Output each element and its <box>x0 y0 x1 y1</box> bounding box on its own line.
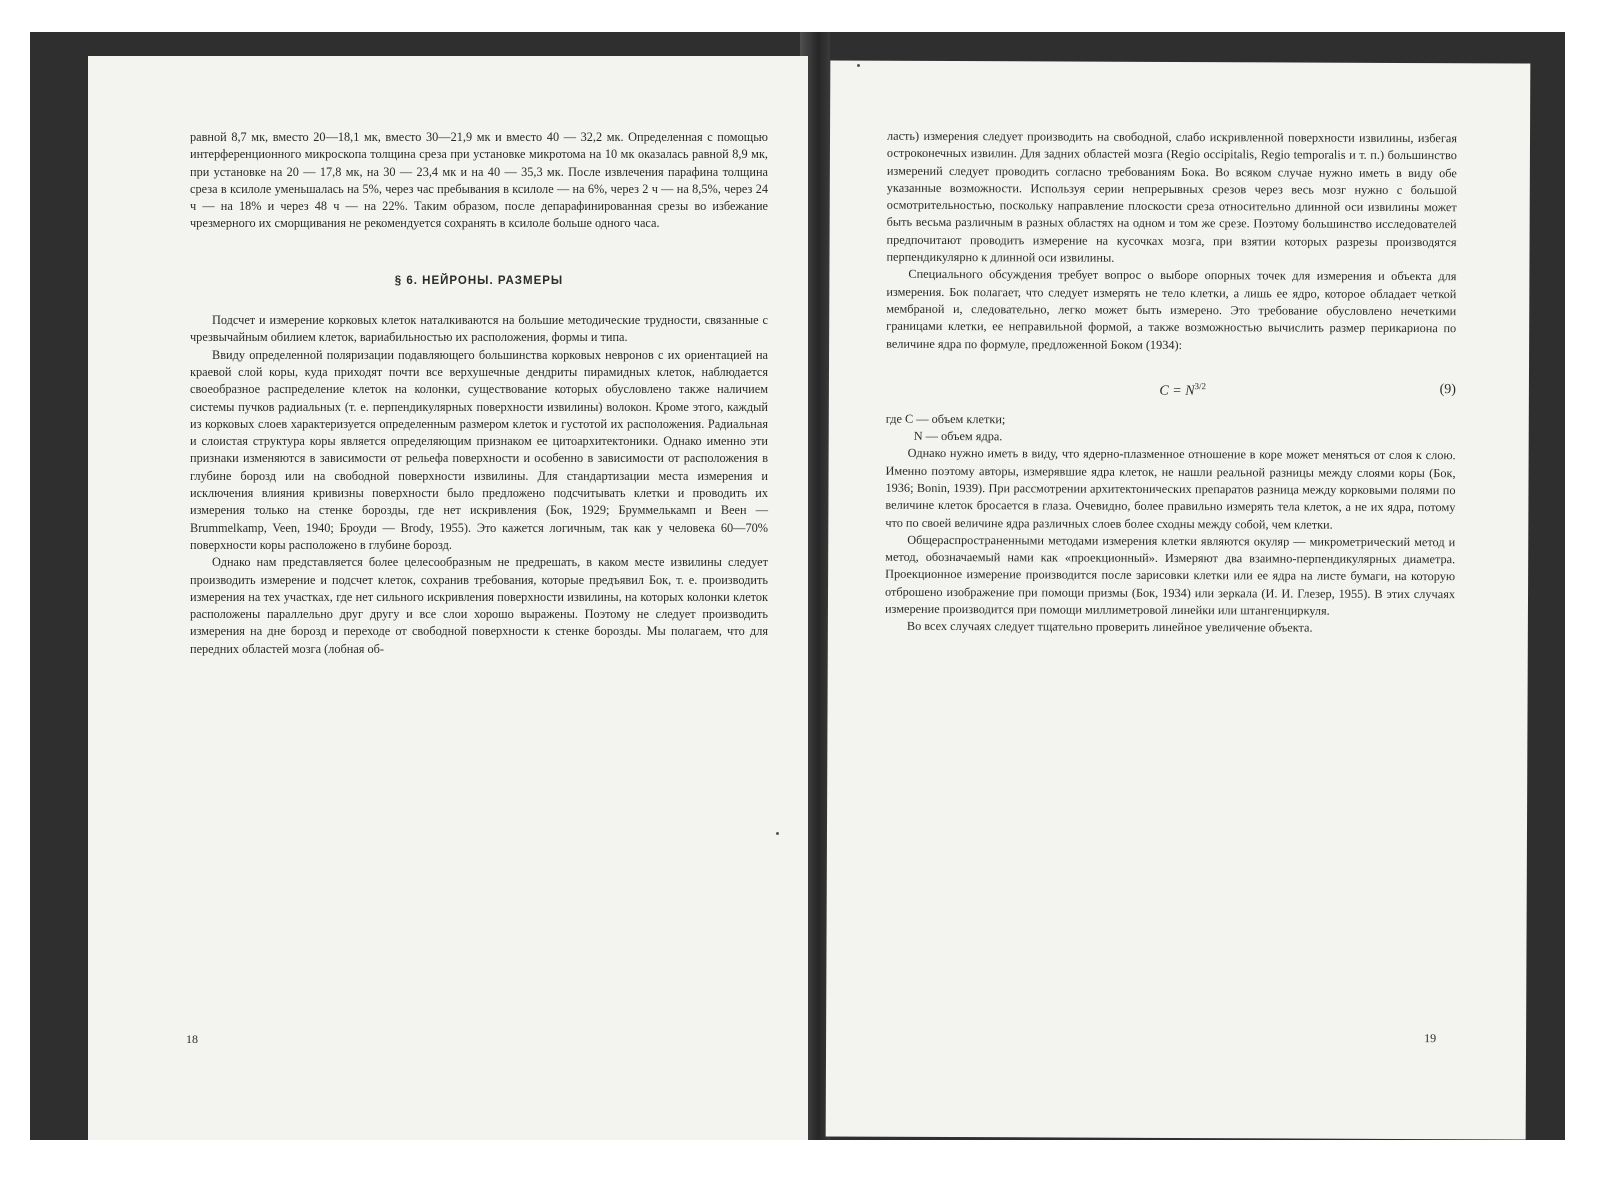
page-number-right: 19 <box>1424 1030 1437 1045</box>
scan-speck <box>857 64 860 67</box>
scan-speck <box>776 832 779 835</box>
formula-legend: где C — объем клетки; <box>885 411 1006 427</box>
paragraph: Однако нам представляется более целесообразным не предрешать, в каком месте извилины следует производить измерение и подсчет клеток, сохранив требования, которые предъявил Бок, т. е. производить измерения на тех участках, где нет сильного искривления поверхности извилины, на которых колонки клеток расположены параллельно друг другу и все слои хорошо выражены. Поэтому не следует производить измерения на дне борозд и переходе от свободной поверхности к стенке борозды. Мы полагаем, что для передних областей мозга (лобная об- <box>190 555 768 656</box>
section-title: § 6. НЕЙРОНЫ. РАЗМЕРЫ <box>394 274 564 287</box>
right-page <box>826 60 1531 1139</box>
formula-exponent: 3/2 <box>1194 380 1207 391</box>
paragraph: Общераспространенными методами измерения клетки являются окуляр — микрометрический метод и метод, обозначаемый нами как «проекционный». Измеряют два взаимно-перпендикулярных диаметра. Проекционное измерение производится после зарисовки клетки или ее ядра на листе бумаги, на которую отброшено изображение при помощи призмы (Бок, 1934) или зеркала (И. И. Глезер, 1955). В этих случаях измерение производится при помощи миллиметровой линейки или штангенциркуля. <box>884 532 1456 618</box>
paragraph: Однако нужно иметь в виду, что ядерно-плазменное отношение в коре может меняться от слоя к слою. Именно поэтому авторы, измерявшие ядра клеток, не нашли реальной разницы между слоями коры (Бок, 1936; Bonin, 1939). При рассмотрении архитектонических препаратов разница между корковыми полями по величине клеток бросается в глаза. Очевидно, более правильно измерять тела клеток, а не их ядра, потому что по своей величине ядра различных слоев более сходны между собой, чем клетки. <box>885 446 1456 532</box>
paragraph: Во всех случаях следует тщательно проверить линейное увеличение объекта. <box>906 619 1313 635</box>
page-number-left: 18 <box>186 1031 198 1046</box>
paragraph-intro: равной 8,7 мк, вместо 20—18,1 мк, вместо 30—21,9 мк и вместо 40 — 32,2 мк. Определенная с помощью интерференционного микроскопа толщина среза при установке микротома на 10 мк оказалась равной 8,9 мк, при установке на 20 — 17,8 мк, на 30 — 23,4 мк и на 40 — 35,3 мк. После извлечения парафина толщина среза в ксилоле уменьшалась на 5%, через час пребывания в ксилоле — на 6%, через 2 ч — на 8,5%, через 24 ч — на 18% и через 48 ч — на 22%. Таким образом, после депарафинированная срезы во избежание чрезмерного их сморщивания не рекомендуется сохранять в ксилоле больше одного часа. <box>190 130 768 231</box>
paragraph: Специального обсуждения требует вопрос о выборе опорных точек для измерения и объекта для измерения. Бок полагает, что следует измерять не тело клетки, а лишь ее ядро, которое обладает четкой мембраной и, следовательно, легко может быть измерено. Это требование обусловлено нечеткими границами клетки, ее неправильной формой, а также возможностью вычислить размер перикариона по величине ядра по формуле, предложенной Боком (1934): <box>886 267 1457 352</box>
formula-base: C = N <box>1159 383 1195 399</box>
paragraph: Ввиду определенной поляризации подавляющего большинства корковых невронов с их ориентацией на краевой слой коры, куда приходят почти все верхушечные дендриты пирамидных клеток, наблюдается своеобразное распределение клеток на колонки, существование которых обусловлено также наличием системы пучков радиальных (т. е. перпендикулярных поверхности извилины) волокон. Кроме этого, каждый из корковых слоев характеризуется определенным размером клеток и густотой их расположения. Радиальная и слоистая структура коры является определяющим признаком ее цитоархитектоники. Однако именно эти признаки изменяются в зависимости от рельефа поверхности и особенно в зависимости от расположения в глубине борозд или на свободной поверхности извилины. Для стандартизации места измерения и исключения влияния кривизны поверхности было предложено подсчитывать клетки и проводить их измерения только на стенке борозды, где нет искривления (Бок, 1929; Бруммелькамп и Веен — Brummelkamp, Veen, 1940; Броуди — Brody, 1955). Это кажется логичным, так как у человека 60—70% поверхности коры расположено в глубине борозд. <box>190 347 768 552</box>
paragraph-continued: ласть) измерения следует производить на свободной, слабо искривленной поверхности извилины, избегая остроконечных извилин. Для задних областей мозга (Regio occipitalis, Regio temporalis и т. п.) большинство измерений следует проводить согласно требованиям Бока. Во всяком случае нужно иметь в виду обе указанные возможности. Используя серии непрерывных срезов через весь мозг нужно с большой осмотрительностью, поскольку направление плоскости среза относительно длинной оси извилины может быть весьма различным в разных областях на одном и том же срезе. Поэтому большинство исследователей предпочитают проводить измерение на кусочках мозга, при взятии которых разрезы производятся перпендикулярно к длинной оси извилины. <box>886 128 1458 265</box>
formula <box>886 377 1440 401</box>
formula-number: (9) <box>1439 382 1456 398</box>
formula-legend: N — объем ядра. <box>913 428 1003 444</box>
left-page <box>88 56 808 1140</box>
formula-row <box>886 377 1456 401</box>
paragraph: Подсчет и измерение корковых клеток наталкиваются на большие методические трудности, связанные с чрезвычайным обилием клеток, вариабильностью их расположения, формы и типа. <box>190 313 768 345</box>
